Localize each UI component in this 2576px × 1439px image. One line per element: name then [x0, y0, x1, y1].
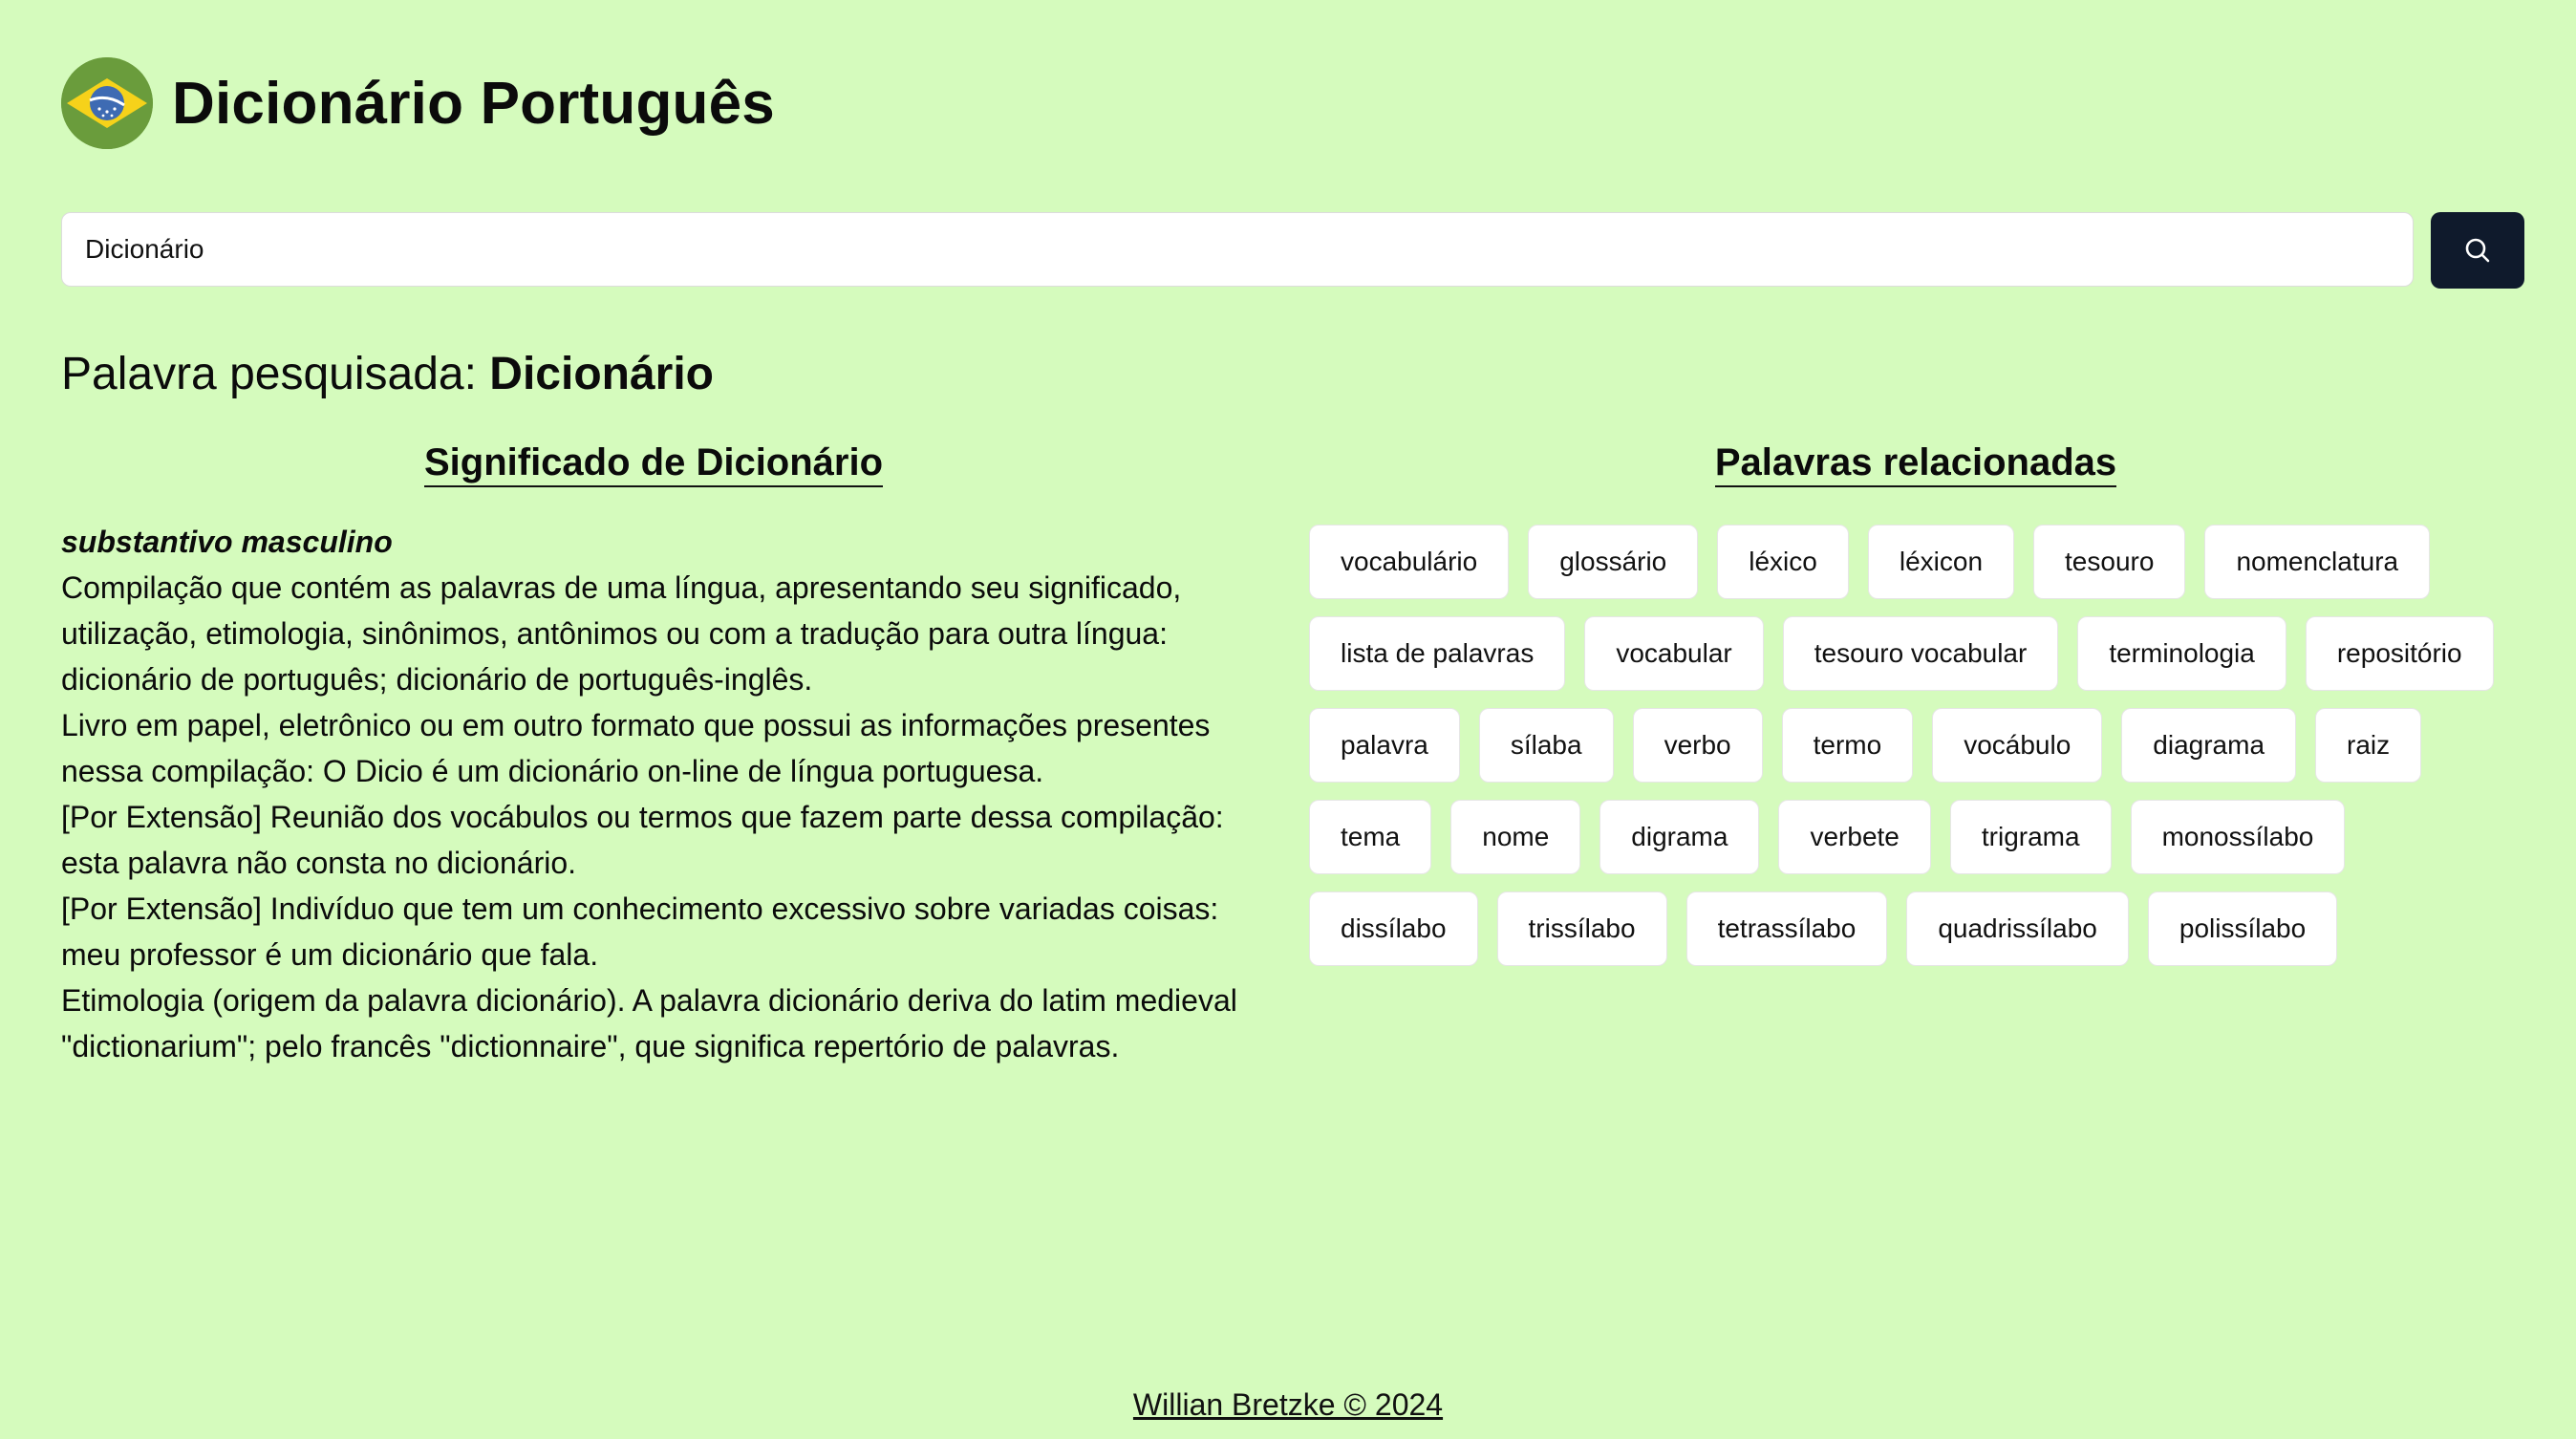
- related-word-tag[interactable]: tetrassílabo: [1686, 891, 1888, 966]
- footer-credit-link[interactable]: Willian Bretzke © 2024: [1132, 1387, 1444, 1422]
- related-words-section: [1309, 441, 2522, 966]
- meaning-paragraph: Livro em papel, eletrônico ou em outro formato que possui as informações presentes nessa compilação: O Dicio é um dicionário on-line de língua portuguesa.: [61, 708, 1211, 788]
- related-word-tag[interactable]: tesouro: [2033, 525, 2185, 599]
- related-word-tag[interactable]: tesouro vocabular: [1783, 616, 2059, 691]
- brazil-flag-icon: [61, 57, 153, 149]
- search-button[interactable]: [2431, 212, 2524, 289]
- meaning-paragraph: [Por Extensão] Reunião dos vocábulos ou termos que fazem parte dessa compilação: esta palavra não consta no dicionário.: [61, 800, 1224, 880]
- meaning-section: [61, 441, 1246, 1069]
- related-word-tag[interactable]: vocabulário: [1309, 525, 1509, 599]
- meaning-paragraph: [Por Extensão] Indivíduo que tem um conhecimento excessivo sobre variadas coisas: meu professor é um dicionário que fala.: [61, 891, 1219, 972]
- meaning-paragraph: Compilação que contém as palavras de uma língua, apresentando seu significado, utilização, etimologia, sinônimos, antônimos ou com a tradução para outra língua: dicionário de português; dicionário de português-inglês.: [61, 570, 1182, 697]
- related-word-tag[interactable]: verbete: [1778, 800, 1930, 874]
- related-word-tag[interactable]: trissílabo: [1497, 891, 1667, 966]
- footer: [0, 1387, 2576, 1423]
- related-word-tag[interactable]: monossílabo: [2131, 800, 2346, 874]
- searched-label: Palavra pesquisada:: [61, 349, 490, 399]
- related-word-tag[interactable]: quadrissílabo: [1906, 891, 2129, 966]
- related-word-tag[interactable]: diagrama: [2121, 708, 2296, 783]
- related-word-tag[interactable]: vocábulo: [1932, 708, 2102, 783]
- searched-word: Dicionário: [489, 349, 714, 399]
- related-word-tag[interactable]: polissílabo: [2148, 891, 2337, 966]
- meaning-title: Significado de Dicionário: [61, 441, 1246, 484]
- meaning-body: [61, 519, 1246, 1069]
- related-word-tag[interactable]: termo: [1782, 708, 1914, 783]
- related-word-tag[interactable]: sílaba: [1479, 708, 1614, 783]
- related-word-tag[interactable]: terminologia: [2077, 616, 2286, 691]
- search-icon: [2462, 235, 2493, 266]
- related-word-tag[interactable]: trigrama: [1950, 800, 2112, 874]
- related-words-title: Palavras relacionadas: [1309, 441, 2522, 484]
- related-word-tag[interactable]: raiz: [2315, 708, 2421, 783]
- related-words-list: [1309, 525, 2522, 966]
- related-word-tag[interactable]: verbo: [1633, 708, 1763, 783]
- meaning-paragraph: Etimologia (origem da palavra dicionário). A palavra dicionário deriva do latim medieval "dictionarium"; pelo francês "dictionnaire", que significa repertório de palavras.: [61, 983, 1237, 1063]
- related-word-tag[interactable]: léxico: [1717, 525, 1849, 599]
- app-title: Dicionário Português: [172, 70, 775, 137]
- search-input[interactable]: [61, 212, 2414, 287]
- related-word-tag[interactable]: repositório: [2306, 616, 2494, 691]
- related-word-tag[interactable]: lista de palavras: [1309, 616, 1565, 691]
- related-word-tag[interactable]: glossário: [1528, 525, 1698, 599]
- search-bar: [61, 212, 2524, 289]
- part-of-speech: substantivo masculino: [61, 525, 393, 559]
- related-word-tag[interactable]: vocabular: [1584, 616, 1763, 691]
- related-word-tag[interactable]: palavra: [1309, 708, 1460, 783]
- related-word-tag[interactable]: nome: [1450, 800, 1580, 874]
- related-word-tag[interactable]: léxicon: [1868, 525, 2014, 599]
- related-word-tag[interactable]: tema: [1309, 800, 1431, 874]
- searched-word-heading: [61, 348, 714, 400]
- app-header: [61, 57, 775, 149]
- related-word-tag[interactable]: dissílabo: [1309, 891, 1478, 966]
- related-word-tag[interactable]: nomenclatura: [2204, 525, 2430, 599]
- related-word-tag[interactable]: digrama: [1599, 800, 1759, 874]
